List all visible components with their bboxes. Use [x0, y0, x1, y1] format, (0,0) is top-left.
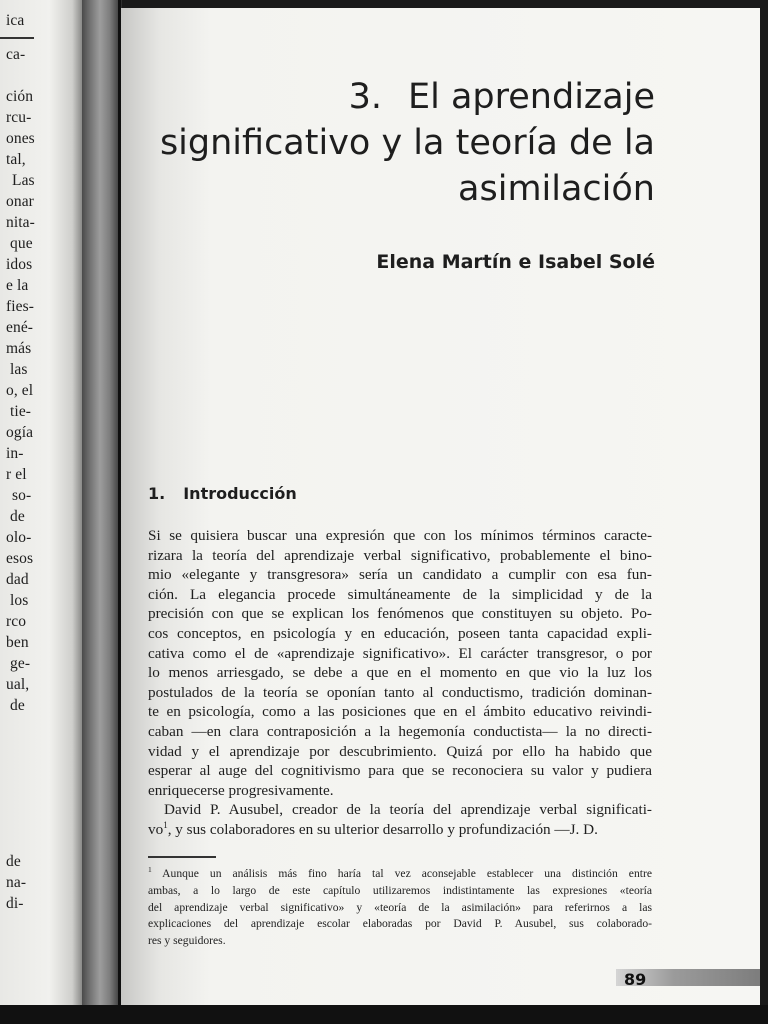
body-line: cativa como el de «aprendizaje significativo». El carácter transgresor, o por [148, 644, 652, 662]
previous-page-fragment: na- [6, 874, 27, 891]
chapter-number: 3. [348, 77, 383, 117]
previous-page-fragment: ual, [6, 676, 30, 693]
previous-page-fragment: de [10, 508, 25, 525]
previous-page-fragment: di- [6, 895, 24, 912]
previous-page-fragment: ené- [6, 319, 34, 336]
footnote-line: ambas, a lo largo de este capítulo utilizaremos indistintamente las expresiones «teoría [148, 883, 652, 897]
previous-page-fragment: esos [6, 550, 34, 567]
body-line-end: , y sus colaboradores en su ulterior desarrollo y profundización —J. D. [167, 820, 598, 838]
previous-page-fragment: ben [6, 634, 29, 651]
footnote [148, 866, 652, 950]
previous-page-fragment: o, el [6, 382, 34, 399]
previous-page-fragment: idos [6, 256, 33, 273]
body-line: postulados de la teoría se oponían tanto al conductismo, tradición dominan- [148, 683, 652, 701]
body-line: vidad y el aprendizaje por descubrimiento. Quizá por ello ha habido que [148, 742, 652, 760]
book-binding-gutter [82, 0, 122, 1005]
scan-bottom-edge [0, 1005, 768, 1024]
section-number: 1. [148, 484, 166, 503]
previous-page-fragment: r el [6, 466, 27, 483]
body-text [148, 526, 652, 840]
body-line: precisión con que se explican los fenómenos que constituyen su objeto. Po- [148, 605, 652, 623]
body-line: te en psicología, como a las posiciones que en el ámbito educativo reivindi- [148, 703, 652, 721]
chapter-title-text: El aprendizaje [408, 77, 655, 117]
chapter-title-line-3: asimilación [458, 169, 655, 209]
previous-page-rule [0, 37, 34, 39]
previous-page-fragment: dad [6, 571, 29, 588]
footnote-reference[interactable]: 1 [163, 819, 168, 830]
previous-page-fragment: las [10, 361, 28, 378]
previous-page-fragment: rcu- [6, 109, 32, 126]
previous-page-fragment: fies- [6, 298, 35, 315]
section-heading [148, 484, 297, 503]
previous-page-fragment: tal, [6, 151, 26, 168]
previous-page-fragment: que [10, 235, 33, 252]
previous-page-fragment: onar [6, 193, 34, 210]
previous-page-fragment: ge- [10, 655, 31, 672]
section-title: Introducción [183, 484, 297, 503]
body-line: Si se quisiera buscar una expresión que con los mínimos términos caracte- [148, 527, 652, 544]
previous-page-fragment: nita- [6, 214, 35, 231]
previous-page-fragment: in- [6, 445, 24, 462]
chapter-title [160, 74, 655, 212]
body-line: mio «elegante y transgresora» sería un candidato a cumplir con esa fun- [148, 566, 652, 584]
previous-page-fragment: ones [6, 130, 35, 147]
body-line-with-footnote [148, 820, 652, 840]
footnote-line: del aprendizaje verbal significativo» y «teoría de la asimilación» para referirnos a las [148, 900, 652, 914]
page-number: 89 [624, 970, 647, 989]
previous-page-fragment: Las [12, 172, 35, 189]
previous-page-edge [0, 0, 82, 1005]
previous-page-fragment: ogía [6, 424, 34, 441]
previous-page-fragment: so- [12, 487, 32, 504]
body-line-start: vo [148, 820, 164, 838]
body-line: enriquecerse progresivamente. [148, 781, 334, 799]
previous-page-fragment: de [6, 853, 21, 870]
chapter-title-line-1 [160, 74, 655, 120]
body-line: lo menos arriesgado, se debe a que en el momento en que vio la luz los [148, 664, 652, 682]
book-page [121, 8, 760, 1005]
previous-page-fragment: de [10, 697, 25, 714]
previous-page-fragment: e la [6, 277, 29, 294]
chapter-authors: Elena Martín e Isabel Solé [376, 251, 655, 273]
footnote-separator [148, 856, 216, 858]
footnote-line: explicaciones del aprendizaje escolar elaboradas por David P. Ausubel, sus colaborado- [148, 917, 652, 931]
previous-page-fragment: ica [6, 12, 25, 29]
previous-page-fragment: más [6, 340, 32, 357]
footnote-line: res y seguidores. [148, 934, 226, 948]
footnote-line-text: Aunque un análisis más fino haría tal vez aconsejable establecer una distinción entre [162, 867, 652, 880]
body-line: cos conceptos, en psicología y en educación, poseen tanta capacidad expli- [148, 624, 652, 642]
body-line: ción. La elegancia procede simultáneamente de la simplicidad y de la [148, 585, 652, 603]
body-line: rizara la teoría del aprendizaje verbal significativo, probablemente el bino- [148, 546, 652, 564]
footnote-line [148, 866, 652, 883]
previous-page-fragment: tie- [10, 403, 32, 420]
footnote-marker: 1 [148, 865, 152, 875]
chapter-title-line-2: significativo y la teoría de la [159, 123, 655, 163]
previous-page-fragment: olo- [6, 529, 32, 546]
previous-page-fragment: los [10, 592, 29, 609]
body-line: caban —en clara contraposición a la hegemonía conductista— la no directi- [148, 722, 652, 740]
previous-page-fragment: rco [6, 613, 27, 630]
body-line: esperar al auge del cognitivismo para que se reconociera su valor y pudiera [148, 762, 652, 780]
previous-page-fragment: ción [6, 88, 34, 105]
body-line: David P. Ausubel, creador de la teoría del aprendizaje verbal significati- [164, 801, 652, 819]
previous-page-fragment: ca- [6, 46, 26, 63]
